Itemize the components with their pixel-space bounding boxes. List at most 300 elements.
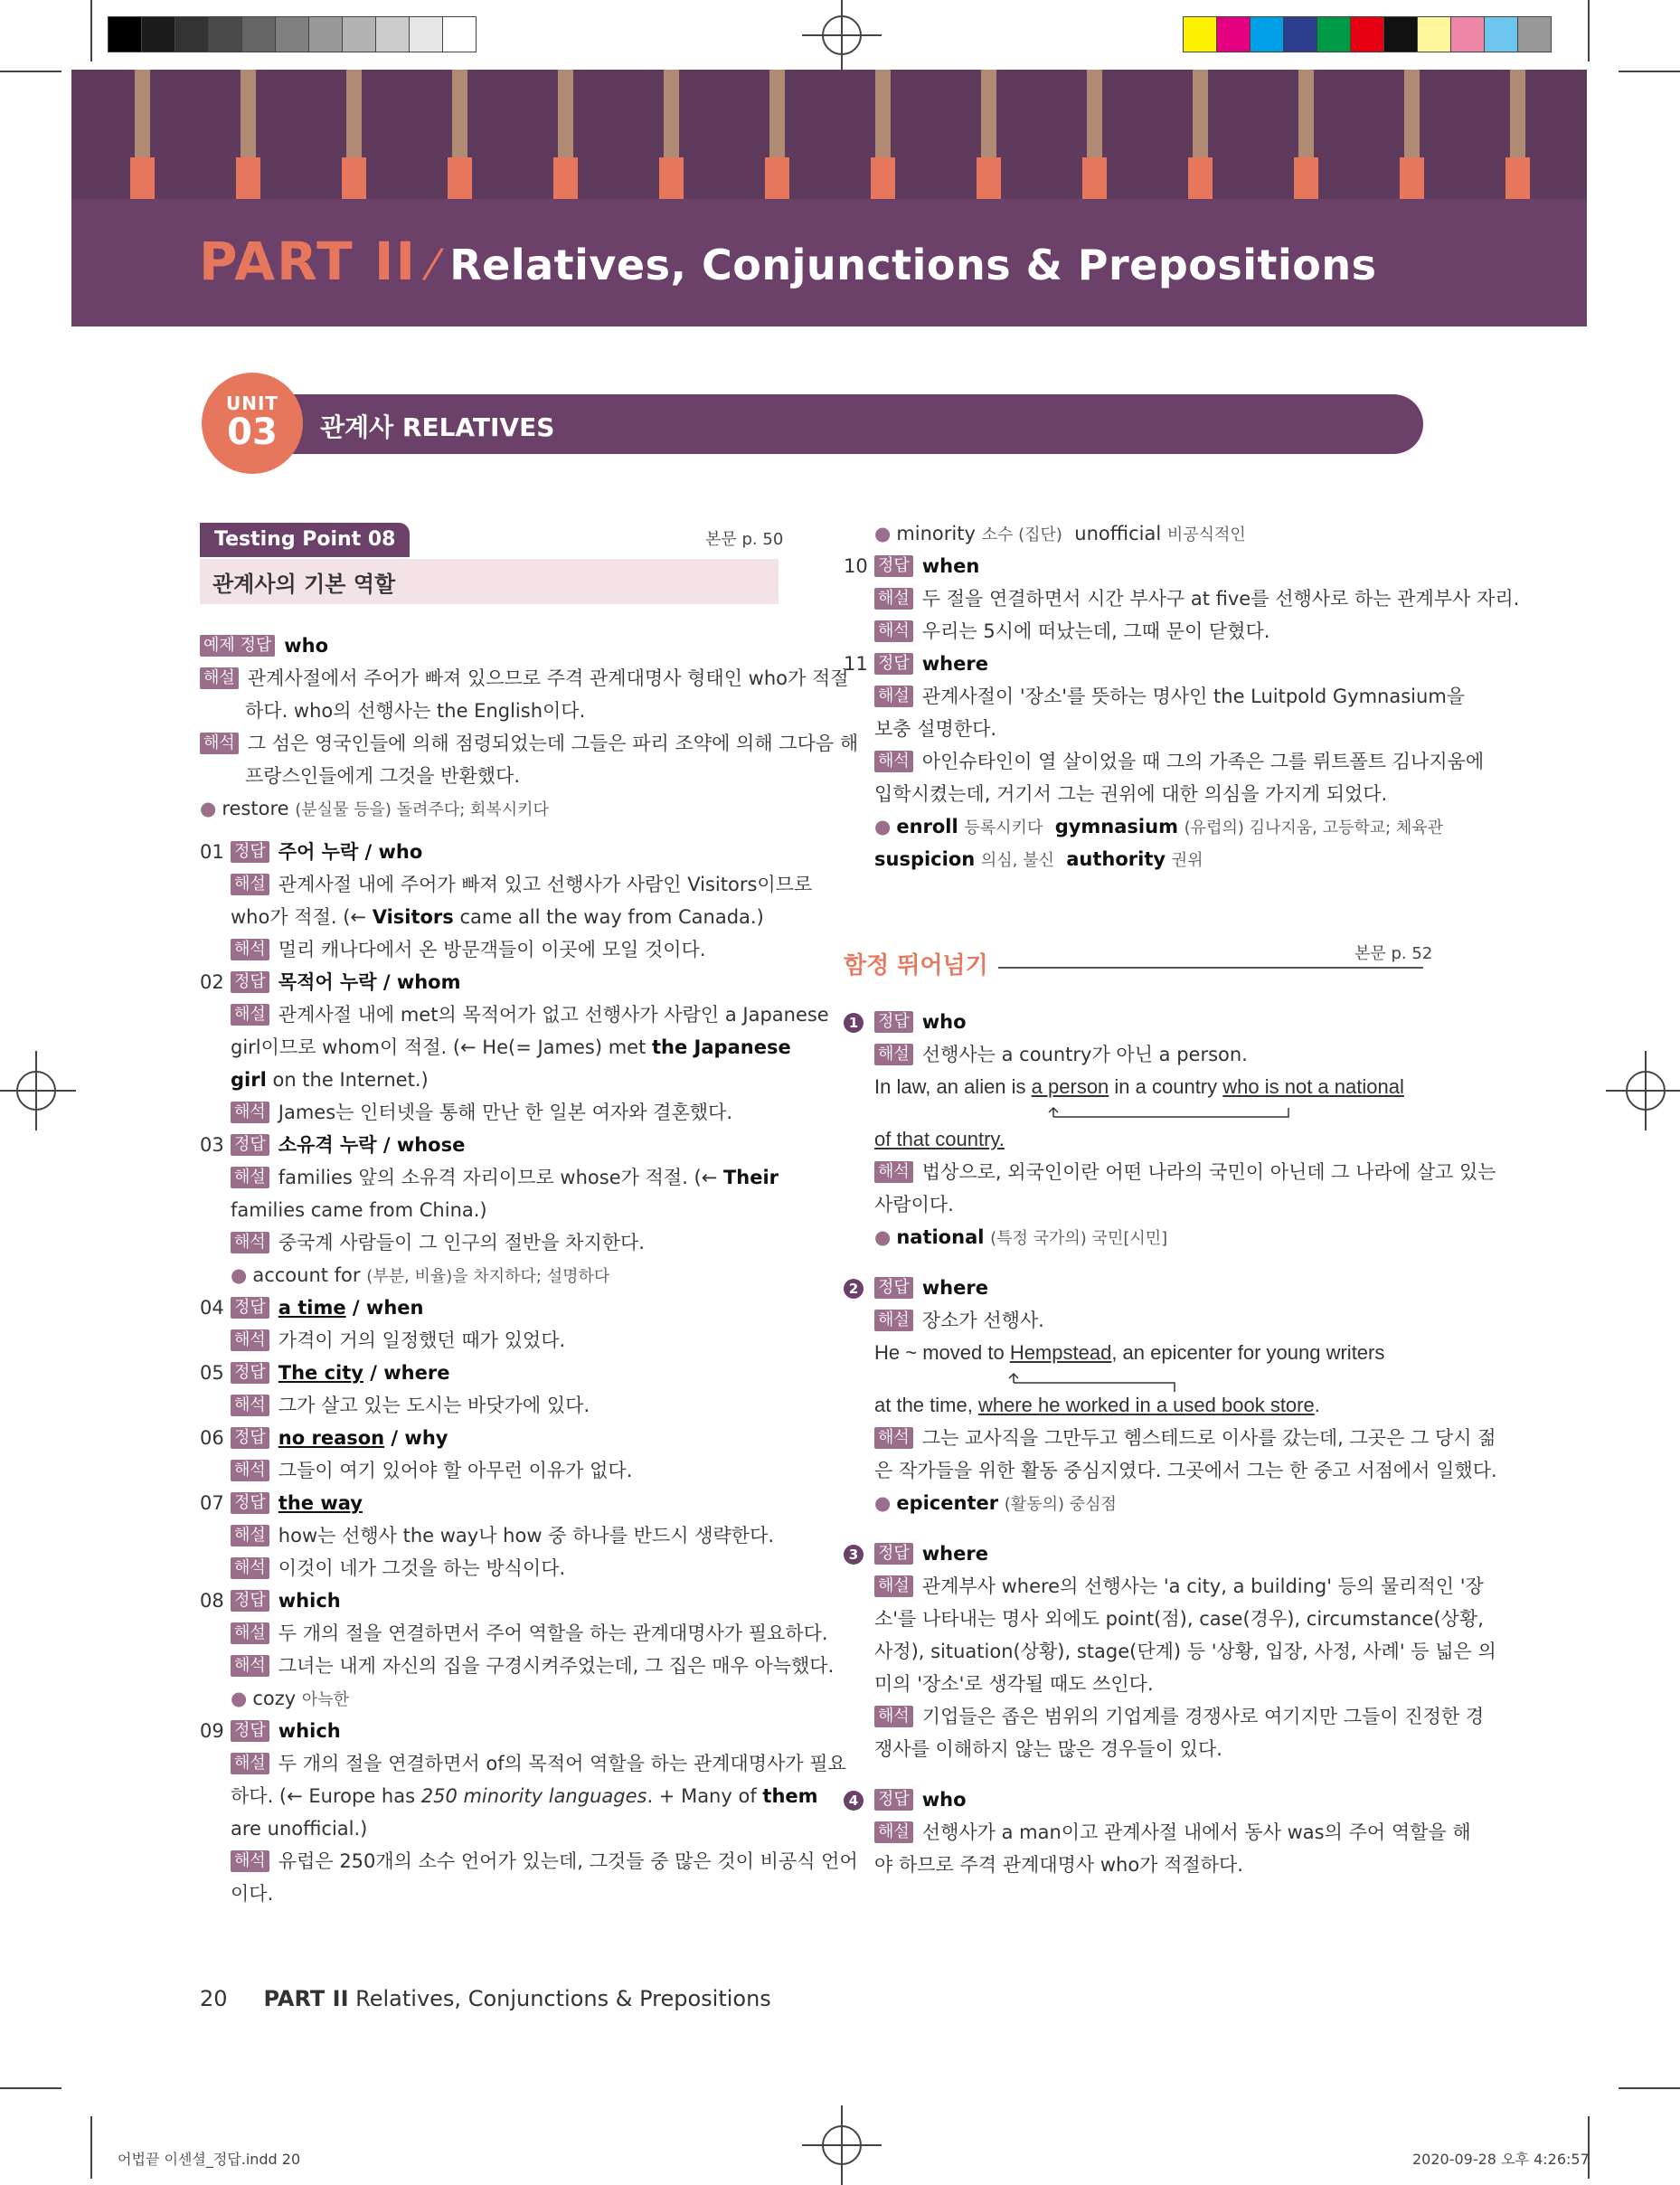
translate-tag: 해석 <box>231 1460 269 1481</box>
translate-tag: 해석 <box>231 1655 269 1677</box>
explain-text: 관계부사 where의 선행사는 'a city, a building' 등의 물리적인 '장 <box>921 1575 1484 1597</box>
arrow-link-icon <box>1048 1106 1428 1126</box>
answer-tag: 정답 <box>231 1134 269 1156</box>
answer-tag: 정답 <box>231 1427 269 1449</box>
item-10-translate <box>844 615 1519 648</box>
item-04-answer <box>200 1291 858 1324</box>
answer-tag: 정답 <box>874 1277 913 1299</box>
translate-tag: 해석 <box>874 1161 913 1183</box>
explain-text: how는 선행사 the way나 how 중 하나를 반드시 생략한다. <box>278 1525 775 1547</box>
slug-filename: 어법끝 이센셜_정답.indd 20 <box>118 2151 301 2168</box>
answer-text: who <box>921 1011 967 1033</box>
answer-text: when <box>921 555 980 577</box>
item-03-answer <box>200 1129 858 1161</box>
decorative-post-foot <box>342 157 366 199</box>
answer-text: 소유격 누락 / whose <box>278 1134 466 1156</box>
answer-tag: 정답 <box>231 1720 269 1742</box>
trap-number: 3 <box>844 1545 864 1565</box>
crop-mark <box>90 0 92 61</box>
vocab-def: (분실물 등을) 돌려주다; 회복시키다 <box>295 800 549 819</box>
item-number: 06 <box>200 1427 224 1449</box>
item-07-explain <box>200 1519 858 1552</box>
answer-text: where <box>921 653 988 675</box>
trap-1-sentence <box>844 1071 1497 1103</box>
explain-text: 두 개의 절을 연결하면서 주어 역할을 하는 관계대명사가 필요하다. <box>278 1622 828 1644</box>
item-07-translate <box>200 1552 858 1584</box>
trap-1-translate <box>844 1156 1497 1188</box>
item-09-translate <box>200 1845 858 1878</box>
vocab-def: 등록시키다 <box>964 818 1043 837</box>
explain-tag: 해설 <box>874 686 913 707</box>
vocab-word: restore <box>222 798 289 819</box>
crop-mark <box>0 2087 61 2089</box>
explain-tag: 해설 <box>874 1310 913 1331</box>
decorative-post <box>1298 70 1314 157</box>
item-07-answer <box>200 1487 858 1519</box>
decorative-post-foot <box>1082 157 1107 199</box>
item-03-explain-2: families came from China.) <box>231 1199 487 1221</box>
item-number: 09 <box>200 1720 224 1742</box>
vocab-def: (특정 국가의) 국민[시민] <box>990 1229 1168 1248</box>
item-01-explain-2 <box>200 901 858 933</box>
explain-tag: 해설 <box>231 874 269 895</box>
item-05-translate <box>200 1389 858 1422</box>
trap-1-explain <box>844 1038 1497 1071</box>
vocab-word: national <box>896 1226 985 1248</box>
answer-tag: 정답 <box>874 653 913 675</box>
translate-tag: 해석 <box>231 1850 269 1872</box>
explain-text: . + Many of <box>647 1785 763 1807</box>
trap-number: 2 <box>844 1279 864 1299</box>
item-08-vocab <box>200 1682 858 1715</box>
vocab-top-line <box>844 517 1519 550</box>
item-08-explain <box>200 1617 858 1650</box>
translate-text: 멀리 캐나다에서 온 방문객들이 이곳에 모일 것이다. <box>278 939 706 960</box>
trap-items <box>844 1006 1497 1881</box>
item-02-answer <box>200 966 858 998</box>
trap-section-title: 함정 뛰어넘기 <box>844 952 988 979</box>
sentence-text: in a country <box>1109 1075 1223 1098</box>
explain-text: 선행사가 a man이고 관계사절 내에서 동사 was의 주어 역할을 해 <box>921 1821 1471 1843</box>
explain-tag: 해설 <box>231 1753 269 1774</box>
answer-text: 목적어 누락 / whom <box>278 971 461 993</box>
explain-bold: girl <box>231 1069 267 1091</box>
answer-text: a time <box>278 1297 346 1319</box>
trap-2-link-arrow <box>844 1369 1497 1389</box>
part-label: PART II <box>199 231 418 292</box>
explain-bold: the Japanese <box>652 1036 791 1058</box>
answer-tag: 정답 <box>874 555 913 577</box>
translate-tag: 해석 <box>874 751 913 772</box>
explain-text: families 앞의 소유격 자리이므로 whose가 적절. (← <box>278 1167 723 1188</box>
answer-tag: 정답 <box>231 841 269 863</box>
vocab-def: 아늑한 <box>301 1690 350 1709</box>
translate-text: 가격이 거의 일정했던 때가 있었다. <box>278 1329 566 1351</box>
answer-text: the way <box>278 1492 363 1514</box>
translate-text: 법상으로, 외국인이란 어떤 나라의 국민이 아닌데 그 나라에 살고 있는 <box>921 1161 1496 1183</box>
explain-tag: 해설 <box>231 1622 269 1644</box>
explain-bold: them <box>762 1785 818 1807</box>
example-translate-1: 그 섬은 영국인들에 의해 점령되었는데 그들은 파리 조약에 의해 그다음 해 <box>247 733 859 754</box>
answer-text: which <box>278 1720 341 1742</box>
crop-mark <box>0 71 61 72</box>
explain-text: came all the way from Canada.) <box>453 906 764 928</box>
explain-text: 두 개의 절을 연결하면서 of의 목적어 역할을 하는 관계대명사가 필요 <box>278 1753 846 1774</box>
vocab-def: 의심, 불신 <box>980 851 1054 870</box>
trap-4-explain-2: 야 하므로 주격 관계대명사 who가 적절하다. <box>874 1854 1243 1876</box>
translate-text: 이것이 네가 그것을 하는 방식이다. <box>278 1557 566 1579</box>
explain-text: 두 절을 연결하면서 시간 부사구 at five를 선행사로 하는 관계부사 자리. <box>921 588 1520 610</box>
decorative-post <box>1193 70 1208 157</box>
registration-mark <box>822 15 862 55</box>
item-10-explain <box>844 582 1519 615</box>
trap-section-page-ref: 본문 p. 52 <box>1354 944 1433 963</box>
trap-2-sentence-2 <box>844 1389 1497 1422</box>
translate-text: 중국계 사람들이 그 인구의 절반을 차지한다. <box>278 1232 645 1253</box>
bullet-icon: ● <box>874 523 892 544</box>
testing-point-tab: Testing Point 08 <box>200 523 410 557</box>
bullet-icon: ● <box>874 816 892 837</box>
vocab-word: unofficial <box>1074 523 1162 544</box>
item-06-answer <box>200 1422 858 1454</box>
decorative-post-foot <box>130 157 155 199</box>
trap-number: 4 <box>844 1791 864 1811</box>
sentence-clause: where he worked in a used book store <box>977 1394 1315 1416</box>
item-number: 01 <box>200 841 224 863</box>
example-explain-1: 관계사절에서 주어가 빠져 있으므로 주격 관계대명사 형태인 who가 적절 <box>247 667 849 689</box>
translate-tag: 해석 <box>231 1557 269 1579</box>
crop-mark <box>1619 71 1680 72</box>
explain-text: 관계사절 내에 주어가 빠져 있고 선행사가 사람인 Visitors이므로 <box>278 874 813 895</box>
item-number: 08 <box>200 1590 224 1612</box>
item-11-vocab-2 <box>844 843 1519 875</box>
decorative-post <box>241 70 256 157</box>
vocab-word: epicenter <box>896 1492 999 1514</box>
explain-bold: Their <box>722 1167 779 1188</box>
item-08-translate <box>200 1650 858 1682</box>
sentence-text: , an epicenter for young writers <box>1111 1341 1385 1364</box>
translate-tag: 해석 <box>874 1706 913 1727</box>
registration-mark <box>16 1071 56 1111</box>
trap-4-explain <box>844 1816 1497 1849</box>
vocab-def: 비공식적인 <box>1166 525 1246 544</box>
trap-3-translate <box>844 1700 1497 1733</box>
registration-mark <box>1626 1071 1666 1111</box>
left-column <box>200 629 858 1910</box>
translate-text: 기업들은 좁은 범위의 기업계를 경쟁사로 여기지만 그들이 진정한 경 <box>921 1706 1485 1727</box>
example-explain-line-2: 하다. who의 선행사는 the English이다. <box>245 700 586 722</box>
decorative-post <box>875 70 891 157</box>
crop-mark <box>1588 0 1590 61</box>
vocab-def: 소수 (집단) <box>981 525 1062 544</box>
vocab-def: (활동의) 중심점 <box>1004 1495 1117 1514</box>
crop-mark <box>90 2116 92 2179</box>
vocab-word: authority <box>1066 848 1166 870</box>
translate-tag: 해석 <box>874 620 913 642</box>
answer-tag: 정답 <box>874 1789 913 1811</box>
trap-3-explain-3: 사정), situation(상황), stage(단계) 등 '상황, 입장, 사정, 사례' 등 넓은 의 <box>874 1641 1496 1662</box>
example-answer: who <box>284 635 329 657</box>
bullet-icon: ● <box>231 1264 248 1286</box>
decorative-post-foot <box>1294 157 1318 199</box>
translate-tag: 해석 <box>874 1427 913 1449</box>
vocab-def: 권위 <box>1171 851 1203 870</box>
trap-3-explain <box>844 1570 1497 1603</box>
explain-tag: 해설 <box>231 1004 269 1026</box>
example-answer-tag: 예제 정답 <box>200 635 275 657</box>
translate-text: 그들이 여기 있어야 할 아무런 이유가 없다. <box>278 1460 633 1481</box>
translate-text: 유럽은 250개의 소수 언어가 있는데, 그것들 중 많은 것이 비공식 언어 <box>278 1850 858 1872</box>
example-explain-line <box>200 662 858 695</box>
decorative-post <box>664 70 679 157</box>
item-01-translate <box>200 933 858 966</box>
right-column <box>844 517 1519 875</box>
bullet-icon: ● <box>874 1226 892 1248</box>
item-03-vocab <box>200 1259 858 1291</box>
explain-tag: 해설 <box>874 588 913 610</box>
decorative-post-foot <box>1400 157 1424 199</box>
bullet-icon: ● <box>874 1492 892 1514</box>
decorative-post-foot <box>765 157 789 199</box>
answer-text: / why <box>384 1427 448 1449</box>
explain-text: girl이므로 whom이 적절. (← He(= James) met <box>231 1036 653 1058</box>
item-09-explain-3: are unofficial.) <box>231 1818 368 1840</box>
unit-number: 03 <box>227 411 278 453</box>
decorative-post <box>981 70 996 157</box>
registration-mark <box>822 2125 862 2165</box>
decorative-post <box>452 70 467 157</box>
explain-text: 선행사는 a country가 아닌 a person. <box>921 1044 1248 1065</box>
vocab-word: account for <box>252 1264 361 1286</box>
crop-mark <box>1619 2087 1680 2089</box>
page-footer <box>200 1986 771 2011</box>
footer-title: Relatives, Conjunctions & Prepositions <box>355 1986 771 2011</box>
item-11-answer <box>844 648 1519 680</box>
unit-title: 관계사 RELATIVES <box>320 412 555 442</box>
explain-tag: 해설 <box>874 1821 913 1843</box>
item-03-translate <box>200 1226 858 1259</box>
title-slash: ⁄ <box>429 241 438 289</box>
sentence-clause: who is not a national <box>1222 1075 1404 1098</box>
sentence-text: at the time, <box>874 1394 978 1416</box>
item-number: 10 <box>844 555 868 577</box>
item-02-explain-2 <box>200 1031 858 1064</box>
trap-section-rule <box>998 967 1423 969</box>
sentence-text: . <box>1314 1394 1320 1416</box>
item-02-explain-3 <box>200 1064 858 1096</box>
item-02-translate <box>200 1096 858 1129</box>
translate-text: 아인슈타인이 열 살이었을 때 그의 가족은 그를 뤼트폴트 김나지움에 <box>921 751 1485 772</box>
explain-italic: 250 minority languages <box>420 1785 647 1807</box>
explain-text: on the Internet.) <box>266 1069 429 1091</box>
trap-1-sentence-2 <box>844 1123 1497 1156</box>
answer-text: who <box>921 1789 967 1811</box>
trap-3-translate-2: 쟁사를 이해하지 않는 많은 경우들이 있다. <box>874 1738 1222 1760</box>
item-number: 02 <box>200 971 224 993</box>
translate-text: 그가 살고 있는 도시는 바닷가에 있다. <box>278 1395 590 1416</box>
decorative-post-foot <box>448 157 472 199</box>
decorative-posts <box>71 70 1587 199</box>
trap-1-answer <box>844 1006 1497 1038</box>
color-bar <box>1183 16 1552 52</box>
bullet-icon: ● <box>231 1688 248 1709</box>
trap-2-vocab <box>844 1487 1497 1519</box>
answer-text: where <box>921 1277 988 1299</box>
explain-text: 하다. (← Europe has <box>231 1785 421 1807</box>
item-number: 07 <box>200 1492 224 1514</box>
item-01-answer <box>200 836 858 868</box>
decorative-post <box>1510 70 1525 157</box>
sentence-text: In law, an alien is <box>874 1075 1032 1098</box>
trap-2-sentence <box>844 1337 1497 1369</box>
testing-point-heading-box <box>200 559 779 604</box>
sentence-clause: of that country. <box>874 1128 1005 1150</box>
vocab-word: minority <box>896 523 976 544</box>
decorative-post <box>135 70 150 157</box>
item-number: 11 <box>844 653 868 675</box>
explain-tag: 해설 <box>231 1525 269 1547</box>
answer-text: / when <box>345 1297 424 1319</box>
explain-text: 관계사절이 '장소'를 뜻하는 명사인 the Luitpold Gymnasium을 <box>921 686 1466 707</box>
vocab-word: gymnasium <box>1054 816 1178 837</box>
unit-badge <box>202 373 303 474</box>
grayscale-bar <box>108 16 477 52</box>
item-09-explain <box>200 1747 858 1780</box>
page-number: 20 <box>200 1986 228 2011</box>
translate-tag: 해석 <box>231 939 269 960</box>
trap-3-answer <box>844 1537 1497 1570</box>
explain-text: 장소가 선행사. <box>921 1310 1044 1331</box>
answer-text: no reason <box>278 1427 385 1449</box>
translate-text: 그는 교사직을 그만두고 헴스테드로 이사를 갔는데, 그곳은 그 당시 젊 <box>921 1427 1496 1449</box>
answer-tag: 정답 <box>231 1590 269 1612</box>
item-09-explain-2 <box>200 1780 858 1812</box>
answer-text: 주어 누락 / who <box>278 841 423 863</box>
decorative-post <box>1404 70 1420 157</box>
explain-tag: 해설 <box>874 1044 913 1065</box>
translate-tag: 해석 <box>200 733 239 754</box>
decorative-post-foot <box>1188 157 1213 199</box>
example-answer-line <box>200 629 858 662</box>
part-title <box>199 231 1377 292</box>
item-09-translate-2: 이다. <box>231 1883 274 1905</box>
item-number: 03 <box>200 1134 224 1156</box>
explain-bold: Visitors <box>372 906 454 928</box>
unit-label: UNIT <box>225 393 279 414</box>
translate-tag: 해석 <box>231 1395 269 1416</box>
answer-text: which <box>278 1590 341 1612</box>
item-06-translate <box>200 1454 858 1487</box>
vocab-word: suspicion <box>874 848 976 870</box>
trap-1-translate-2: 사람이다. <box>874 1194 954 1215</box>
answer-tag: 정답 <box>231 1297 269 1319</box>
trap-2-translate-2: 은 작가들을 위한 활동 중심지였다. 그곳에서 그는 한 중고 서점에서 일했다. <box>874 1460 1497 1481</box>
item-11-explain <box>844 680 1519 713</box>
sentence-antecedent: a person <box>1031 1075 1109 1098</box>
vocab-word: enroll <box>896 816 958 837</box>
decorative-post-foot <box>236 157 260 199</box>
slug-timestamp: 2020-09-28 오후 4:26:57 <box>1412 2151 1590 2168</box>
decorative-post-foot <box>553 157 578 199</box>
translate-tag: 해석 <box>231 1102 269 1123</box>
answer-tag: 정답 <box>231 971 269 993</box>
answer-text: / where <box>363 1362 450 1384</box>
item-number: 05 <box>200 1362 224 1384</box>
trap-3-explain-2: 소'를 나타내는 명사 외에도 point(점), case(경우), circumstance(상황, <box>874 1608 1484 1630</box>
decorative-post-foot <box>1505 157 1530 199</box>
answer-text: The city <box>278 1362 363 1384</box>
item-number: 04 <box>200 1297 224 1319</box>
trap-1-link-arrow <box>844 1103 1497 1123</box>
item-11-translate-2: 입학시켰는데, 거기서 그는 권위에 대한 의심을 가지게 되었다. <box>874 783 1388 805</box>
decorative-post <box>346 70 362 157</box>
sentence-antecedent: Hempstead <box>1009 1341 1112 1364</box>
example-translate-line-2: 프랑스인들에게 그것을 반환했다. <box>245 765 521 787</box>
trap-4-answer <box>844 1783 1497 1816</box>
bullet-icon: ● <box>200 798 217 819</box>
vocab-word: cozy <box>252 1688 297 1709</box>
testing-point-page-ref: 본문 p. 50 <box>705 530 784 549</box>
vocab-def: (유럽의) 김나지움, 고등학교; 체육관 <box>1184 818 1444 837</box>
part-title-text: Relatives, Conjunctions & Prepositions <box>449 241 1377 289</box>
answer-tag: 정답 <box>231 1492 269 1514</box>
trap-1-vocab <box>844 1221 1497 1253</box>
trap-2-translate <box>844 1422 1497 1454</box>
decorative-post-foot <box>659 157 684 199</box>
translate-text: James는 인터넷을 통해 만난 한 일본 여자와 결혼했다. <box>278 1102 732 1123</box>
item-11-explain-2: 보충 설명한다. <box>874 718 997 740</box>
decorative-post-foot <box>977 157 1001 199</box>
part-header-banner <box>71 70 1587 326</box>
vocab-def: (부분, 비율)을 차지하다; 설명하다 <box>366 1267 610 1286</box>
explain-text: who가 적절. (← <box>231 906 373 928</box>
example-translate-line <box>200 727 858 760</box>
item-05-answer <box>200 1357 858 1389</box>
decorative-post <box>1087 70 1102 157</box>
answer-tag: 정답 <box>874 1011 913 1033</box>
trap-number: 1 <box>844 1013 864 1033</box>
item-03-explain <box>200 1161 858 1194</box>
item-10-answer <box>844 550 1519 582</box>
trap-2-answer <box>844 1272 1497 1304</box>
explain-tag: 해설 <box>200 667 239 689</box>
item-11-vocab <box>844 810 1519 843</box>
item-08-answer <box>200 1584 858 1617</box>
translate-text: 우리는 5시에 떠났는데, 그때 문이 닫혔다. <box>921 620 1270 642</box>
item-02-explain <box>200 998 858 1031</box>
item-04-translate <box>200 1324 858 1357</box>
explain-tag: 해설 <box>874 1575 913 1597</box>
item-01-explain <box>200 868 858 901</box>
decorative-post-foot <box>871 157 895 199</box>
footer-part: PART II <box>263 1986 349 2011</box>
translate-tag: 해석 <box>231 1329 269 1351</box>
trap-3-explain-4: 미의 '장소'로 생각될 때도 쓰인다. <box>874 1673 1154 1695</box>
translate-tag: 해석 <box>231 1232 269 1253</box>
explain-text: 관계사절 내에 met의 목적어가 없고 선행사가 사람인 a Japanese <box>278 1004 829 1026</box>
explain-tag: 해설 <box>231 1167 269 1188</box>
answer-text: where <box>921 1543 988 1565</box>
vocab-line <box>200 792 858 825</box>
decorative-post <box>769 70 785 157</box>
item-11-translate <box>844 745 1519 778</box>
translate-text: 그녀는 내게 자신의 집을 구경시켜주었는데, 그 집은 매우 아늑했다. <box>278 1655 835 1677</box>
testing-point-heading: 관계사의 기본 역할 <box>212 572 396 597</box>
answer-tag: 정답 <box>231 1362 269 1384</box>
decorative-post <box>558 70 573 157</box>
answer-tag: 정답 <box>874 1543 913 1565</box>
trap-2-explain <box>844 1304 1497 1337</box>
